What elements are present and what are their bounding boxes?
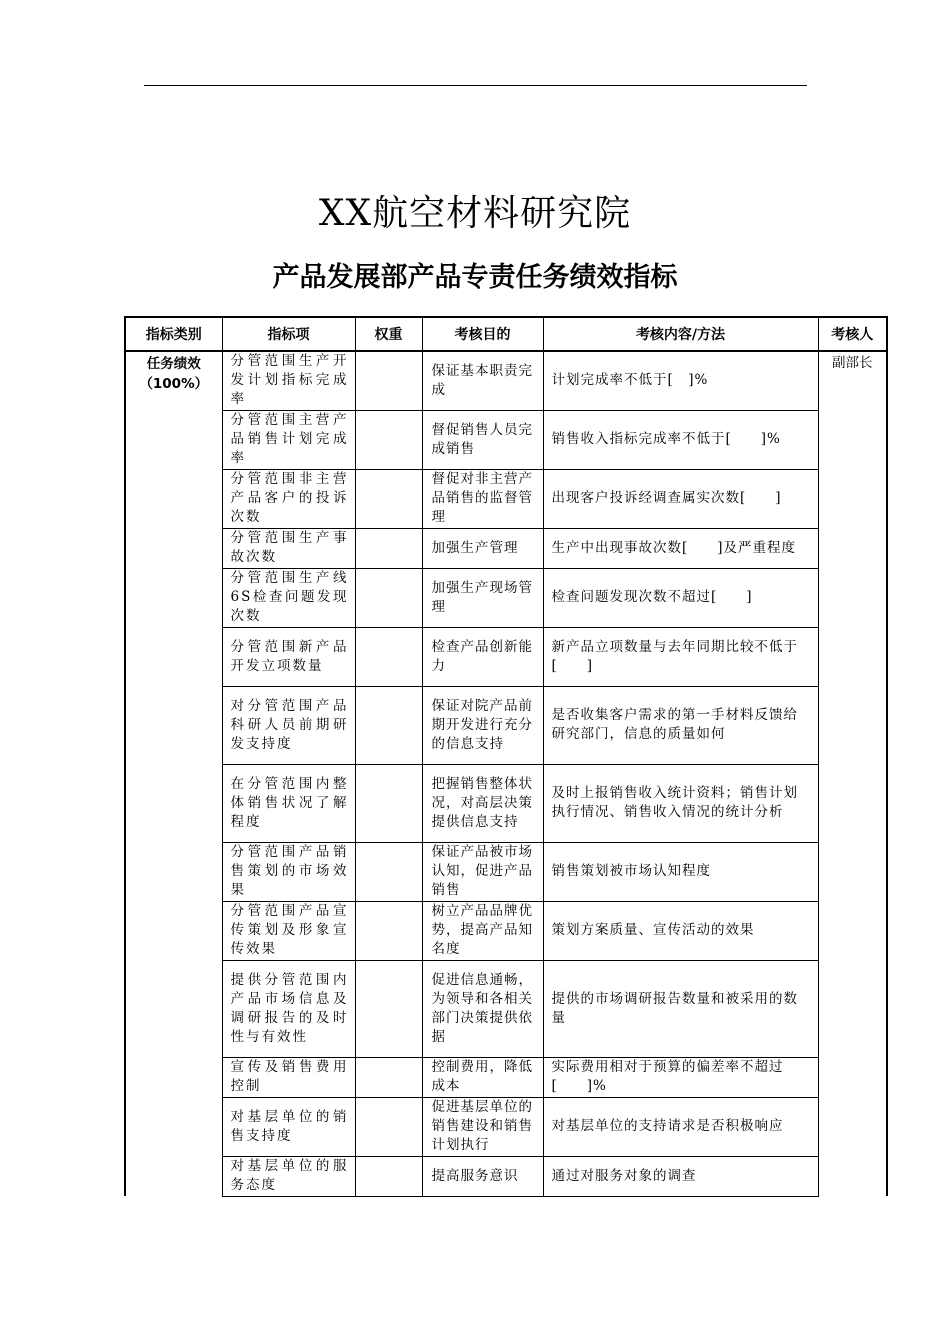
- kpi-method: 新产品立项数量与去年同期比较不低于[ ]: [543, 627, 818, 686]
- assessor-cell: 副部长: [818, 351, 887, 1196]
- table-row: [125, 469, 887, 528]
- kpi-weight: [355, 1156, 422, 1196]
- kpi-method: 销售策划被市场认知程度: [543, 842, 818, 901]
- kpi-purpose: 督促销售人员完成销售: [422, 410, 543, 469]
- column-header-weight: 权重: [355, 317, 422, 351]
- table-row: [125, 1057, 887, 1097]
- table-row: [125, 764, 887, 842]
- kpi-purpose: 保证产品被市场认知，促进产品销售: [422, 842, 543, 901]
- kpi-method: 策划方案质量、宣传活动的效果: [543, 901, 818, 960]
- kpi-weight: [355, 528, 422, 568]
- kpi-weight: [355, 901, 422, 960]
- kpi-method: 销售收入指标完成率不低于[ ]%: [543, 410, 818, 469]
- kpi-item: 分管范围主营产品销售计划完成率: [222, 410, 355, 469]
- kpi-purpose: 提高服务意识: [422, 1156, 543, 1196]
- column-header-category: 指标类别: [125, 317, 222, 351]
- kpi-weight: [355, 1057, 422, 1097]
- kpi-method: 及时上报销售收入统计资料；销售计划执行情况、销售收入情况的统计分析: [543, 764, 818, 842]
- kpi-method: 出现客户投诉经调查属实次数[ ]: [543, 469, 818, 528]
- kpi-purpose: 加强生产管理: [422, 528, 543, 568]
- kpi-purpose: 督促对非主营产品销售的监督管理: [422, 469, 543, 528]
- kpi-weight: [355, 351, 422, 410]
- kpi-item: 对分管范围产品科研人员前期研发支持度: [222, 686, 355, 764]
- table-row: [125, 960, 887, 1057]
- kpi-purpose: 树立产品品牌优势，提高产品知名度: [422, 901, 543, 960]
- table-row: [125, 686, 887, 764]
- kpi-weight: [355, 686, 422, 764]
- kpi-method: 对基层单位的支持请求是否积极响应: [543, 1097, 818, 1156]
- kpi-item: 在分管范围内整体销售状况了解程度: [222, 764, 355, 842]
- table-row: [125, 1156, 887, 1196]
- table-row: [125, 351, 887, 410]
- kpi-item: 分管范围非主营产品客户的投诉次数: [222, 469, 355, 528]
- kpi-purpose: 加强生产现场管理: [422, 568, 543, 627]
- kpi-purpose: 把握销售整体状况，对高层决策提供信息支持: [422, 764, 543, 842]
- kpi-weight: [355, 960, 422, 1057]
- table-row: [125, 568, 887, 627]
- organization-title: XX航空材料研究院: [318, 193, 632, 234]
- kpi-purpose: 保证基本职责完成: [422, 351, 543, 410]
- column-header-method: 考核内容/方法: [543, 317, 818, 351]
- kpi-weight: [355, 627, 422, 686]
- kpi-purpose: 保证对院产品前期开发进行充分的信息支持: [422, 686, 543, 764]
- kpi-purpose: 控制费用，降低成本: [422, 1057, 543, 1097]
- table-row: [125, 410, 887, 469]
- kpi-method: 实际费用相对于预算的偏差率不超过[ ]%: [543, 1057, 818, 1097]
- table-row: [125, 528, 887, 568]
- kpi-table: [124, 316, 888, 1197]
- kpi-item: 对基层单位的销售支持度: [222, 1097, 355, 1156]
- kpi-item: 分管范围生产事故次数: [222, 528, 355, 568]
- kpi-purpose: 促进信息通畅，为领导和各相关部门决策提供依据: [422, 960, 543, 1057]
- kpi-weight: [355, 764, 422, 842]
- table-row: [125, 1097, 887, 1156]
- kpi-item: 分管范围生产开发计划指标完成率: [222, 351, 355, 410]
- table-row: [125, 842, 887, 901]
- kpi-method: 是否收集客户需求的第一手材料反馈给研究部门，信息的质量如何: [543, 686, 818, 764]
- kpi-item: 分管范围产品宣传策划及形象宣传效果: [222, 901, 355, 960]
- kpi-item: 分管范围产品销售策划的市场效果: [222, 842, 355, 901]
- kpi-method: 计划完成率不低于[ ]%: [543, 351, 818, 410]
- header-rule: [144, 85, 807, 86]
- kpi-item: 对基层单位的服务态度: [222, 1156, 355, 1196]
- kpi-method: 通过对服务对象的调查: [543, 1156, 818, 1196]
- column-header-assessor: 考核人: [818, 317, 887, 351]
- table-row: [125, 627, 887, 686]
- kpi-weight: [355, 568, 422, 627]
- kpi-weight: [355, 842, 422, 901]
- kpi-method: 检查问题发现次数不超过[ ]: [543, 568, 818, 627]
- table-header-row: [125, 317, 887, 351]
- category-share: （100%）: [139, 376, 209, 392]
- table-body: [125, 351, 887, 1196]
- category-name: 任务绩效: [146, 356, 201, 372]
- column-header-item: 指标项: [222, 317, 355, 351]
- kpi-item: 分管范围新产品开发立项数量: [222, 627, 355, 686]
- kpi-item: 分管范围生产线6S检查问题发现次数: [222, 568, 355, 627]
- document-title: 产品发展部产品专责任务绩效指标: [272, 262, 678, 293]
- kpi-method: 生产中出现事故次数[ ]及严重程度: [543, 528, 818, 568]
- kpi-item: 提供分管范围内产品市场信息及调研报告的及时性与有效性: [222, 960, 355, 1057]
- kpi-purpose: 促进基层单位的销售建设和销售计划执行: [422, 1097, 543, 1156]
- kpi-item: 宣传及销售费用控制: [222, 1057, 355, 1097]
- category-cell: [125, 351, 222, 1196]
- table-row: [125, 901, 887, 960]
- kpi-weight: [355, 410, 422, 469]
- kpi-weight: [355, 1097, 422, 1156]
- kpi-purpose: 检查产品创新能力: [422, 627, 543, 686]
- column-header-purpose: 考核目的: [422, 317, 543, 351]
- kpi-method: 提供的市场调研报告数量和被采用的数量: [543, 960, 818, 1057]
- kpi-weight: [355, 469, 422, 528]
